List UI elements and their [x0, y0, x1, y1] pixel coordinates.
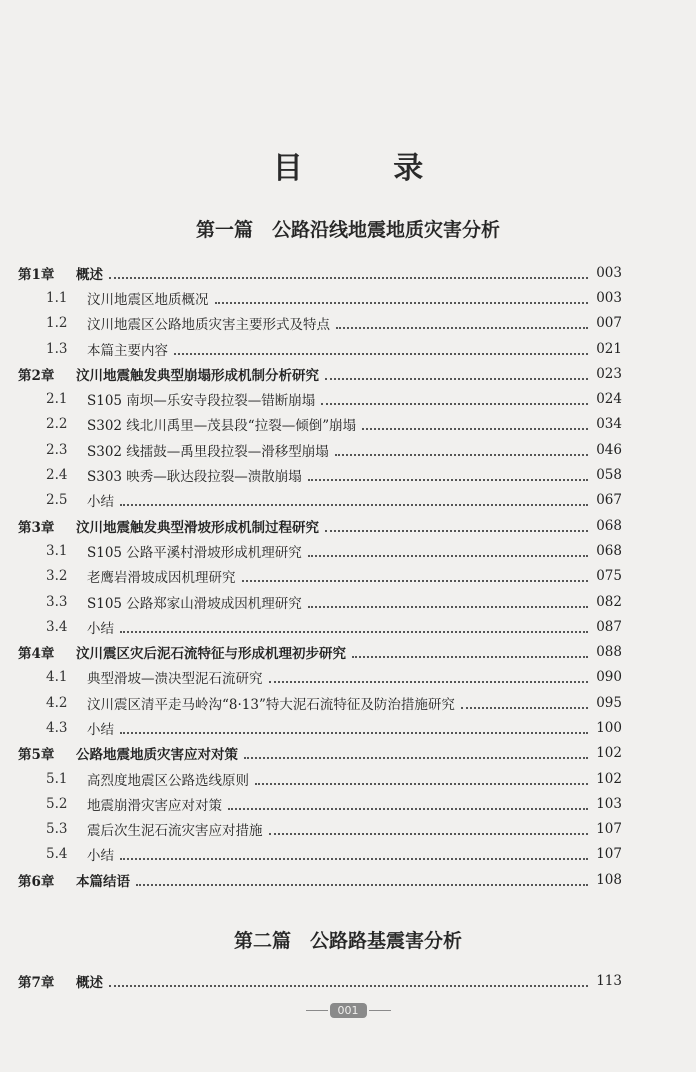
section-title: 典型滑坡—溃决型泥石流研究 [87, 671, 263, 688]
dot-leader [244, 756, 588, 759]
dot-leader [352, 655, 588, 658]
chapter-number: 第6章 [18, 873, 55, 890]
section-number: 2.4 [46, 467, 68, 484]
section-title: S105 公路平溪村滑坡形成机理研究 [87, 544, 302, 561]
chapter-title: 概述 [76, 974, 103, 991]
section-title: 本篇主要内容 [87, 342, 168, 359]
toc-section-row[interactable] [18, 285, 622, 310]
page-number: 102 [596, 745, 622, 762]
page-number: 107 [596, 821, 622, 838]
section-title: 高烈度地震区公路选线原则 [87, 772, 249, 789]
chapter-title: 汶川震区灾后泥石流特征与形成机理初步研究 [76, 646, 346, 663]
part-title-2: 第二篇 公路路基震害分析 [233, 930, 462, 952]
page-number: 003 [596, 289, 622, 306]
section-title: S302 线北川禹里—茂县段“拉裂—倾倒”崩塌 [87, 418, 357, 435]
toc-chapter-row[interactable] [18, 639, 622, 664]
section-number: 3.4 [46, 618, 68, 635]
section-number: 5.4 [46, 846, 68, 863]
section-number: 1.3 [46, 340, 68, 357]
section-title: 汶川地震区公路地质灾害主要形式及特点 [87, 317, 330, 334]
section-number: 5.3 [46, 821, 68, 838]
dot-leader [336, 326, 588, 329]
chapter-number: 第4章 [18, 646, 55, 663]
toc-section-row[interactable] [18, 564, 622, 589]
dot-leader [109, 984, 588, 987]
section-number: 4.3 [46, 719, 68, 736]
toc-section-row[interactable] [18, 842, 622, 867]
section-number: 3.2 [46, 568, 68, 585]
footer-rule-left [306, 1010, 328, 1011]
page-number: 034 [596, 416, 622, 433]
dot-leader [308, 605, 588, 608]
page-number: 068 [596, 517, 622, 534]
toc-section-row[interactable] [18, 488, 622, 513]
section-number: 2.5 [46, 492, 68, 509]
dot-leader [321, 402, 588, 405]
toc-section-row[interactable] [18, 412, 622, 437]
dot-leader [325, 529, 588, 532]
toc-section-row[interactable] [18, 437, 622, 462]
section-title: 小结 [87, 620, 114, 637]
dot-leader [362, 427, 588, 430]
page-number: 021 [596, 340, 622, 357]
toc-list-part-2 [18, 968, 622, 993]
section-title: 小结 [87, 721, 114, 738]
dot-leader [120, 503, 588, 506]
page-number: 067 [596, 492, 622, 509]
chapter-number: 第5章 [18, 747, 55, 764]
page-number: 058 [596, 467, 622, 484]
section-number: 4.2 [46, 694, 68, 711]
toc-section-row[interactable] [18, 538, 622, 563]
section-number: 5.2 [46, 795, 68, 812]
toc-section-row[interactable] [18, 311, 622, 336]
page-number: 068 [596, 542, 622, 559]
section-title: 汶川地震区地质概况 [87, 291, 209, 308]
dot-leader [215, 301, 589, 304]
dot-leader [120, 630, 588, 633]
dot-leader [228, 807, 588, 810]
page-number: 090 [596, 669, 622, 686]
dot-leader [242, 579, 589, 582]
toc-list-part-1 [18, 260, 622, 892]
page-number: 113 [596, 972, 622, 989]
dot-leader [255, 782, 588, 785]
page-number: 007 [596, 315, 622, 332]
toc-section-row[interactable] [18, 386, 622, 411]
toc-chapter-row[interactable] [18, 260, 622, 285]
page-number: 075 [596, 568, 622, 585]
page-number: 108 [596, 871, 622, 888]
section-title: 老鹰岩滑坡成因机理研究 [87, 570, 236, 587]
page-number: 095 [596, 694, 622, 711]
section-number: 5.1 [46, 770, 68, 787]
section-title: S302 线擂鼓—禹里段拉裂—滑移型崩塌 [87, 443, 329, 460]
page-number: 100 [596, 719, 622, 736]
page-number: 046 [596, 441, 622, 458]
toc-section-row[interactable] [18, 715, 622, 740]
dot-leader [269, 832, 589, 835]
page-number: 003 [596, 264, 622, 281]
page-number: 024 [596, 391, 622, 408]
footer-rule-right [369, 1010, 391, 1011]
section-number: 3.1 [46, 542, 68, 559]
section-title: S303 映秀—耿达段拉裂—溃散崩塌 [87, 469, 302, 486]
part-title-1: 第一篇 公路沿线地震地质灾害分析 [195, 219, 500, 241]
toc-section-row[interactable] [18, 462, 622, 487]
toc-section-row[interactable] [18, 665, 622, 690]
chapter-title: 公路地震地质灾害应对对策 [76, 747, 238, 764]
toc-section-row[interactable] [18, 614, 622, 639]
chapter-title: 概述 [76, 266, 103, 283]
toc-chapter-row[interactable] [18, 741, 622, 766]
dot-leader [136, 883, 588, 886]
chapter-number: 第2章 [18, 367, 55, 384]
chapter-number: 第7章 [18, 974, 55, 991]
section-number: 2.3 [46, 441, 68, 458]
page-number: 023 [596, 365, 622, 382]
chapter-title: 本篇结语 [76, 873, 130, 890]
page-number: 107 [596, 846, 622, 863]
toc-section-row[interactable] [18, 336, 622, 361]
section-title: 小结 [87, 848, 114, 865]
section-number: 1.1 [46, 289, 68, 306]
page-number: 103 [596, 795, 622, 812]
toc-chapter-row[interactable] [18, 968, 622, 993]
dot-leader [120, 857, 588, 860]
section-number: 3.3 [46, 593, 68, 610]
chapter-number: 第3章 [18, 519, 55, 536]
toc-chapter-row[interactable] [18, 361, 622, 386]
section-number: 2.1 [46, 391, 68, 408]
section-title: S105 南坝—乐安寺段拉裂—错断崩塌 [87, 393, 316, 410]
toc-chapter-row[interactable] [18, 513, 622, 538]
section-number: 4.1 [46, 669, 68, 686]
section-number: 2.2 [46, 416, 68, 433]
toc-section-row[interactable] [18, 589, 622, 614]
toc-chapter-row[interactable] [18, 867, 622, 892]
dot-leader [325, 377, 588, 380]
section-number: 1.2 [46, 315, 68, 332]
page-number: 102 [596, 770, 622, 787]
page-footer [0, 1003, 696, 1018]
toc-section-row[interactable] [18, 766, 622, 791]
dot-leader [174, 352, 588, 355]
chapter-title: 汶川地震触发典型滑坡形成机制过程研究 [76, 519, 319, 536]
page-number-badge: 001 [330, 1003, 367, 1018]
toc-section-row[interactable] [18, 817, 622, 842]
chapter-number: 第1章 [18, 266, 55, 283]
dot-leader [461, 706, 588, 709]
page-number: 088 [596, 644, 622, 661]
page-number: 082 [596, 593, 622, 610]
section-title: S105 公路郑家山滑坡成因机理研究 [87, 595, 302, 612]
toc-section-row[interactable] [18, 791, 622, 816]
toc-section-row[interactable] [18, 690, 622, 715]
section-title: 地震崩滑灾害应对对策 [87, 797, 222, 814]
dot-leader [335, 453, 588, 456]
page-title: 目 录 [272, 151, 464, 186]
dot-leader [269, 680, 589, 683]
section-title: 汶川震区清平走马岭沟“8·13”特大泥石流特征及防治措施研究 [87, 696, 455, 713]
dot-leader [308, 554, 588, 557]
section-title: 震后次生泥石流灾害应对措施 [87, 823, 263, 840]
chapter-title: 汶川地震触发典型崩塌形成机制分析研究 [76, 367, 319, 384]
dot-leader [308, 478, 588, 481]
dot-leader [120, 731, 588, 734]
dot-leader [109, 276, 588, 279]
page-number: 087 [596, 618, 622, 635]
section-title: 小结 [87, 494, 114, 511]
